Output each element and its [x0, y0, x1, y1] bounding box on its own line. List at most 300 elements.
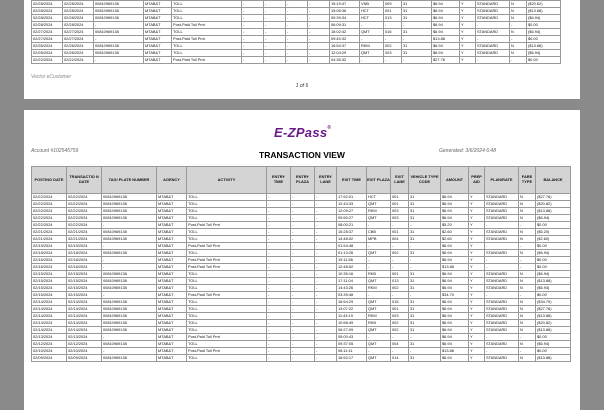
table-cell: - — [264, 1, 286, 8]
table-cell: 02/26/2024 — [63, 43, 94, 50]
table-cell: 00810969138 — [102, 208, 157, 215]
table-cell: 02/18/2024 — [67, 250, 102, 257]
table-cell: - — [315, 250, 337, 257]
table-cell: - — [519, 243, 536, 250]
table-cell: 31 — [409, 313, 441, 320]
table-cell: - — [102, 257, 157, 264]
table-cell: 02/14/2024 — [67, 327, 102, 334]
table-row — [32, 355, 571, 362]
table-cell: Y — [469, 264, 485, 271]
table-row — [32, 194, 571, 201]
table-cell: ($6.94) — [536, 215, 571, 222]
table-cell: N — [519, 320, 536, 327]
table-cell: - — [286, 22, 308, 29]
table-cell: 02/22/2024 — [32, 201, 67, 208]
table-cell: $6.94 — [441, 208, 469, 215]
table-cell: - — [291, 341, 315, 348]
table-cell: TOLL — [187, 355, 267, 362]
table-cell: Y — [469, 299, 485, 306]
table-cell: - — [267, 306, 291, 313]
table-cell: ($13.88) — [536, 278, 571, 285]
table-cell: 00810969138 — [102, 278, 157, 285]
table-cell: - — [519, 348, 536, 355]
table-cell: - — [291, 306, 315, 313]
table-cell: - — [315, 348, 337, 355]
table-cell: 02/14/2024 — [32, 313, 67, 320]
table-cell: - — [384, 22, 402, 29]
table-cell: Y — [469, 222, 485, 229]
table-cell: Y — [469, 306, 485, 313]
table-cell: N — [519, 306, 536, 313]
table-cell: 02/14/2024 — [67, 299, 102, 306]
table-cell: 001 — [391, 194, 409, 201]
table-row — [32, 313, 571, 320]
table-cell: $6.94 — [432, 50, 460, 57]
table-cell: TOLL — [187, 299, 267, 306]
table-cell: TOLL — [187, 271, 267, 278]
table-cell: Y — [460, 15, 476, 22]
table-cell: 001 — [391, 229, 409, 236]
table-cell: - — [102, 243, 157, 250]
table-row — [32, 306, 571, 313]
table-row — [32, 1, 561, 8]
table-cell: ($34.70) — [536, 299, 571, 306]
table-cell: MTAB&T — [157, 243, 187, 250]
table-cell: - — [242, 15, 264, 22]
table-cell: N — [519, 341, 536, 348]
table-cell: - — [102, 222, 157, 229]
table-cell: $0.00 — [536, 292, 571, 299]
table-cell: $0.00 — [527, 57, 561, 64]
table-row — [32, 222, 571, 229]
table-cell: - — [291, 334, 315, 341]
table-cell: $6.94 — [441, 327, 469, 334]
table-row — [32, 264, 571, 271]
table-cell: $6.94 — [441, 341, 469, 348]
table-cell: 002 — [384, 43, 402, 50]
table-cell: STANDARD — [485, 327, 519, 334]
table-cell: 15:28:37 — [337, 229, 367, 236]
table-cell: - — [402, 57, 432, 64]
table-cell: - — [291, 271, 315, 278]
table-cell: ($20.62) — [527, 1, 561, 8]
table-cell: 00810969138 — [102, 236, 157, 243]
table-cell: - — [264, 57, 286, 64]
table-cell: - — [291, 208, 315, 215]
table-row — [32, 348, 571, 355]
table-cell: - — [267, 215, 291, 222]
table-cell: MTAB&T — [144, 1, 172, 8]
table-cell: 003 — [391, 313, 409, 320]
table-cell: 02/28/2024 — [63, 1, 94, 8]
table-cell: ($6.94) — [536, 271, 571, 278]
table-cell: - — [264, 8, 286, 15]
table-cell: N — [510, 29, 527, 36]
table-cell: - — [286, 15, 308, 22]
table-cell: - — [267, 236, 291, 243]
table-cell: TOLL — [187, 215, 267, 222]
table-cell: 06:11:11 — [337, 348, 367, 355]
column-header: TRANSACTIO N DATE — [67, 167, 102, 194]
table-cell: TOLL — [187, 313, 267, 320]
table-cell: 02/15/2024 — [32, 278, 67, 285]
table-cell: - — [510, 57, 527, 64]
table-cell: $6.94 — [441, 215, 469, 222]
table-cell: 02/26/2024 — [32, 43, 63, 50]
table-cell: - — [315, 264, 337, 271]
table-cell: STANDARD — [485, 341, 519, 348]
table-cell: STANDARD — [485, 320, 519, 327]
table-cell: 02/14/2024 — [32, 306, 67, 313]
table-cell: STANDARD — [485, 250, 519, 257]
table-cell: Y — [469, 334, 485, 341]
table-cell: Y — [469, 243, 485, 250]
table-cell: - — [315, 201, 337, 208]
table-cell: 014 — [391, 355, 409, 362]
table-cell: 02/28/2024 — [32, 1, 63, 8]
table-cell: $6.94 — [441, 201, 469, 208]
table-cell: 31 — [409, 215, 441, 222]
table-cell: N — [519, 201, 536, 208]
table-cell: STANDARD — [485, 285, 519, 292]
table-cell: ($6.94) — [527, 50, 561, 57]
table-cell: 02/22/2024 — [67, 222, 102, 229]
table-cell: $0.00 — [536, 243, 571, 250]
table-cell: Y — [469, 257, 485, 264]
table-cell: 02/13/2024 — [67, 334, 102, 341]
table-cell: - — [102, 264, 157, 271]
table-cell: 12:48:52 — [337, 264, 367, 271]
table-cell: 02/13/2024 — [32, 334, 67, 341]
table-cell: TOLL — [187, 285, 267, 292]
table-cell: 02/16/2024 — [32, 264, 67, 271]
table-cell: 00810969138 — [102, 320, 157, 327]
table-cell: 02/12/2024 — [32, 341, 67, 348]
table-cell: 02/14/2024 — [67, 313, 102, 320]
column-header: EXIT LANE — [391, 167, 409, 194]
table-cell: 00810969138 — [94, 43, 144, 50]
table-cell: ($6.94) — [536, 341, 571, 348]
table-row — [32, 299, 571, 306]
table-row — [32, 36, 561, 43]
table-cell: MTAB&T — [157, 285, 187, 292]
table-cell: MTAB&T — [144, 22, 172, 29]
table-cell: 00810969138 — [102, 215, 157, 222]
table-cell: - — [367, 334, 391, 341]
table-cell: 001 — [391, 306, 409, 313]
table-cell: MTAB&T — [157, 264, 187, 271]
table-cell: 02/09/2024 — [67, 355, 102, 362]
table-cell: STANDARD — [476, 50, 510, 57]
table-cell: $0.00 — [527, 22, 561, 29]
table-cell: 12:44:33 — [337, 201, 367, 208]
table-cell: $0.00 — [536, 222, 571, 229]
table-cell: 02/22/2024 — [63, 57, 94, 64]
table-row — [32, 8, 561, 15]
table-cell: 31 — [402, 15, 432, 22]
table-cell: - — [391, 292, 409, 299]
table-cell: ($27.76) — [536, 194, 571, 201]
table-cell: MTAB&T — [157, 341, 187, 348]
column-header: ENTRY LANE — [315, 167, 337, 194]
table-cell: $13.88 — [432, 36, 460, 43]
table-cell: ($6.94) — [527, 29, 561, 36]
table-cell: MTAB&T — [157, 271, 187, 278]
table-cell: N — [510, 43, 527, 50]
table-cell: TOLL — [172, 8, 242, 15]
table-cell: QMT — [367, 299, 391, 306]
table-cell: QMT — [367, 355, 391, 362]
table-cell: - — [291, 243, 315, 250]
table-cell: 09:39:34 — [330, 15, 360, 22]
table-cell: - — [308, 57, 330, 64]
table-cell: - — [485, 257, 519, 264]
table-cell: - — [242, 36, 264, 43]
table-cell: 31 — [409, 285, 441, 292]
table-cell: STANDARD — [485, 194, 519, 201]
table-cell: - — [291, 327, 315, 334]
table-cell: 013 — [384, 15, 402, 22]
table-cell: MTAB&T — [157, 299, 187, 306]
table-cell: MTAB&T — [157, 278, 187, 285]
table-cell: - — [367, 243, 391, 250]
table-cell: Post-Paid Toll Pmt — [187, 257, 267, 264]
table-cell: - — [291, 299, 315, 306]
table-cell: STANDARD — [485, 355, 519, 362]
table-cell: 00810969138 — [102, 313, 157, 320]
table-cell: TOLL — [187, 320, 267, 327]
table-cell: - — [308, 1, 330, 8]
table-cell: - — [102, 348, 157, 355]
table-cell: 05:00:43 — [337, 334, 367, 341]
table-cell: N — [519, 215, 536, 222]
table-cell: - — [384, 36, 402, 43]
table-cell: $5.20 — [441, 222, 469, 229]
table-row — [32, 236, 571, 243]
table-cell: STANDARD — [485, 299, 519, 306]
table-cell: - — [409, 292, 441, 299]
table-cell: - — [315, 257, 337, 264]
table-cell: 02/10/2024 — [32, 348, 67, 355]
table-cell: - — [267, 229, 291, 236]
table-cell: - — [242, 8, 264, 15]
table-cell: N — [519, 299, 536, 306]
table-cell: ($20.82) — [536, 201, 571, 208]
table-cell: VNB — [360, 1, 384, 8]
table-cell: - — [267, 278, 291, 285]
table-cell: Y — [469, 215, 485, 222]
table-cell: 02/28/2024 — [32, 8, 63, 15]
table-cell: TOLL — [172, 50, 242, 57]
table-cell: MTAB&T — [144, 57, 172, 64]
table-cell: 02/27/2024 — [32, 36, 63, 43]
table-cell: - — [242, 57, 264, 64]
table-cell: - — [315, 306, 337, 313]
table-cell: $13.88 — [441, 264, 469, 271]
table-cell: - — [315, 278, 337, 285]
table-cell: RKM — [360, 43, 384, 50]
table-cell: 015 — [391, 299, 409, 306]
table-cell: ($13.68) — [527, 8, 561, 15]
table-cell: Post-Paid Toll Pmt — [187, 264, 267, 271]
table-cell: 02/14/2024 — [32, 327, 67, 334]
table-cell: MTAB&T — [157, 222, 187, 229]
table-cell: - — [409, 348, 441, 355]
table-cell: $0.00 — [527, 36, 561, 43]
table-cell: $6.94 — [441, 278, 469, 285]
table-cell: STANDARD — [476, 1, 510, 8]
table-cell: 02/28/2024 — [63, 22, 94, 29]
table-cell: $0.00 — [536, 334, 571, 341]
table-cell: 14:48:02 — [337, 236, 367, 243]
table-cell: - — [267, 334, 291, 341]
table-cell: N — [519, 194, 536, 201]
table-cell: 02/14/2024 — [32, 299, 67, 306]
table-row — [32, 278, 571, 285]
table-cell: - — [286, 50, 308, 57]
table-cell: N — [519, 250, 536, 257]
table-cell: MTAB&T — [144, 15, 172, 22]
table-cell: 003 — [391, 208, 409, 215]
table-cell: ($13.88) — [536, 327, 571, 334]
table-cell: ($13.88) — [536, 208, 571, 215]
table-cell: Y — [469, 285, 485, 292]
table-cell: - — [264, 50, 286, 57]
table-row — [32, 22, 561, 29]
table-cell: 004 — [391, 236, 409, 243]
table-cell: 02/26/2024 — [32, 50, 63, 57]
table-cell: QMT — [360, 29, 384, 36]
column-header: AGENCY — [157, 167, 187, 194]
table-cell: ($13.88) — [536, 355, 571, 362]
table-cell: 02/22/2024 — [32, 57, 63, 64]
table-cell: N — [510, 8, 527, 15]
table-cell: N — [519, 313, 536, 320]
table-cell: Y — [469, 194, 485, 201]
table-cell: TOLL — [187, 236, 267, 243]
table-cell: QMT — [367, 278, 391, 285]
table-cell: - — [264, 43, 286, 50]
table-cell: TOLL — [187, 327, 267, 334]
table-cell: 31 — [409, 355, 441, 362]
table-cell: Post-Paid Toll Pmt — [187, 348, 267, 355]
table-cell: 001 — [384, 8, 402, 15]
table-cell: - — [291, 194, 315, 201]
table-cell: ($13.88) — [536, 313, 571, 320]
table-cell: MTAB&T — [157, 194, 187, 201]
table-cell: Post-Paid Toll Pmt — [187, 334, 267, 341]
table-cell: 02/22/2024 — [67, 201, 102, 208]
table-cell: TOLL — [187, 229, 267, 236]
table-cell: Y — [460, 50, 476, 57]
table-cell: Y — [469, 320, 485, 327]
table-cell: 002 — [391, 320, 409, 327]
table-cell: - — [267, 327, 291, 334]
table-cell: - — [267, 257, 291, 264]
table-cell: - — [485, 264, 519, 271]
table-cell: Y — [460, 57, 476, 64]
table-cell: - — [264, 36, 286, 43]
table-cell: N — [510, 15, 527, 22]
table-cell: QMT — [367, 201, 391, 208]
table-cell: - — [360, 22, 384, 29]
table-cell: ($20.82) — [536, 320, 571, 327]
table-cell: 00810969138 — [102, 299, 157, 306]
table-cell: 02/27/2024 — [32, 29, 63, 36]
report-page-1 — [24, 0, 580, 99]
table-row — [32, 15, 561, 22]
table-cell: - — [315, 285, 337, 292]
table-cell: 00810969138 — [102, 355, 157, 362]
table-cell: - — [510, 36, 527, 43]
table-row — [32, 215, 571, 222]
table-cell: 00810969138 — [94, 50, 144, 57]
table-cell: 02/16/2024 — [67, 257, 102, 264]
table-cell: MPB — [367, 236, 391, 243]
table-cell: MTAB&T — [157, 334, 187, 341]
table-cell: 00810969138 — [94, 15, 144, 22]
table-cell: - — [267, 194, 291, 201]
table-cell: Post-Paid Toll Pmt — [187, 292, 267, 299]
table-cell: - — [308, 15, 330, 22]
table-cell: - — [476, 22, 510, 29]
table-cell: $6.94 — [441, 194, 469, 201]
table-cell: 00810969138 — [102, 201, 157, 208]
table-cell: 16:54:29 — [337, 299, 367, 306]
table-cell: 16:02:42 — [330, 29, 360, 36]
table-cell: 02/27/2024 — [63, 29, 94, 36]
table-cell: QMT — [367, 215, 391, 222]
table-cell: CBB — [367, 229, 391, 236]
column-header: AMOUNT — [441, 167, 469, 194]
table-cell: - — [291, 222, 315, 229]
table-cell: MTAB&T — [157, 313, 187, 320]
table-cell: 00810969138 — [102, 341, 157, 348]
table-cell: - — [267, 355, 291, 362]
table-row — [32, 229, 571, 236]
table-cell: ($6.94) — [536, 250, 571, 257]
table-cell: ($5.20) — [536, 229, 571, 236]
table-cell: 04:35:32 — [330, 57, 360, 64]
table-cell: - — [267, 285, 291, 292]
table-cell: - — [242, 1, 264, 8]
table-cell: MTAB&T — [157, 236, 187, 243]
table-cell: RKM — [367, 208, 391, 215]
table-cell: Post-Paid Toll Pmt — [172, 36, 242, 43]
table-cell: - — [291, 257, 315, 264]
table-cell: 02/15/2024 — [67, 278, 102, 285]
table-cell: - — [519, 257, 536, 264]
table-cell: 17:11:04 — [337, 278, 367, 285]
column-header: TAG/ PLATE NUMBER — [102, 167, 157, 194]
table-cell: 02/22/2024 — [32, 194, 67, 201]
table-cell: - — [391, 334, 409, 341]
table-cell: 31 — [402, 8, 432, 15]
table-cell: STANDARD — [485, 271, 519, 278]
table-cell: RKB — [367, 271, 391, 278]
table-cell: 02/16/2024 — [32, 257, 67, 264]
table-cell: 10:35:16 — [337, 271, 367, 278]
table-cell: ($13.88) — [527, 43, 561, 50]
table-cell: - — [315, 299, 337, 306]
table-cell: 02/21/2024 — [32, 236, 67, 243]
table-cell: MTAB&T — [144, 50, 172, 57]
table-cell: N — [519, 327, 536, 334]
table-cell: 31 — [409, 250, 441, 257]
column-header: EXIT PLAZA — [367, 167, 391, 194]
transactions-table-page-1 — [31, 0, 561, 64]
table-cell: 31 — [409, 299, 441, 306]
